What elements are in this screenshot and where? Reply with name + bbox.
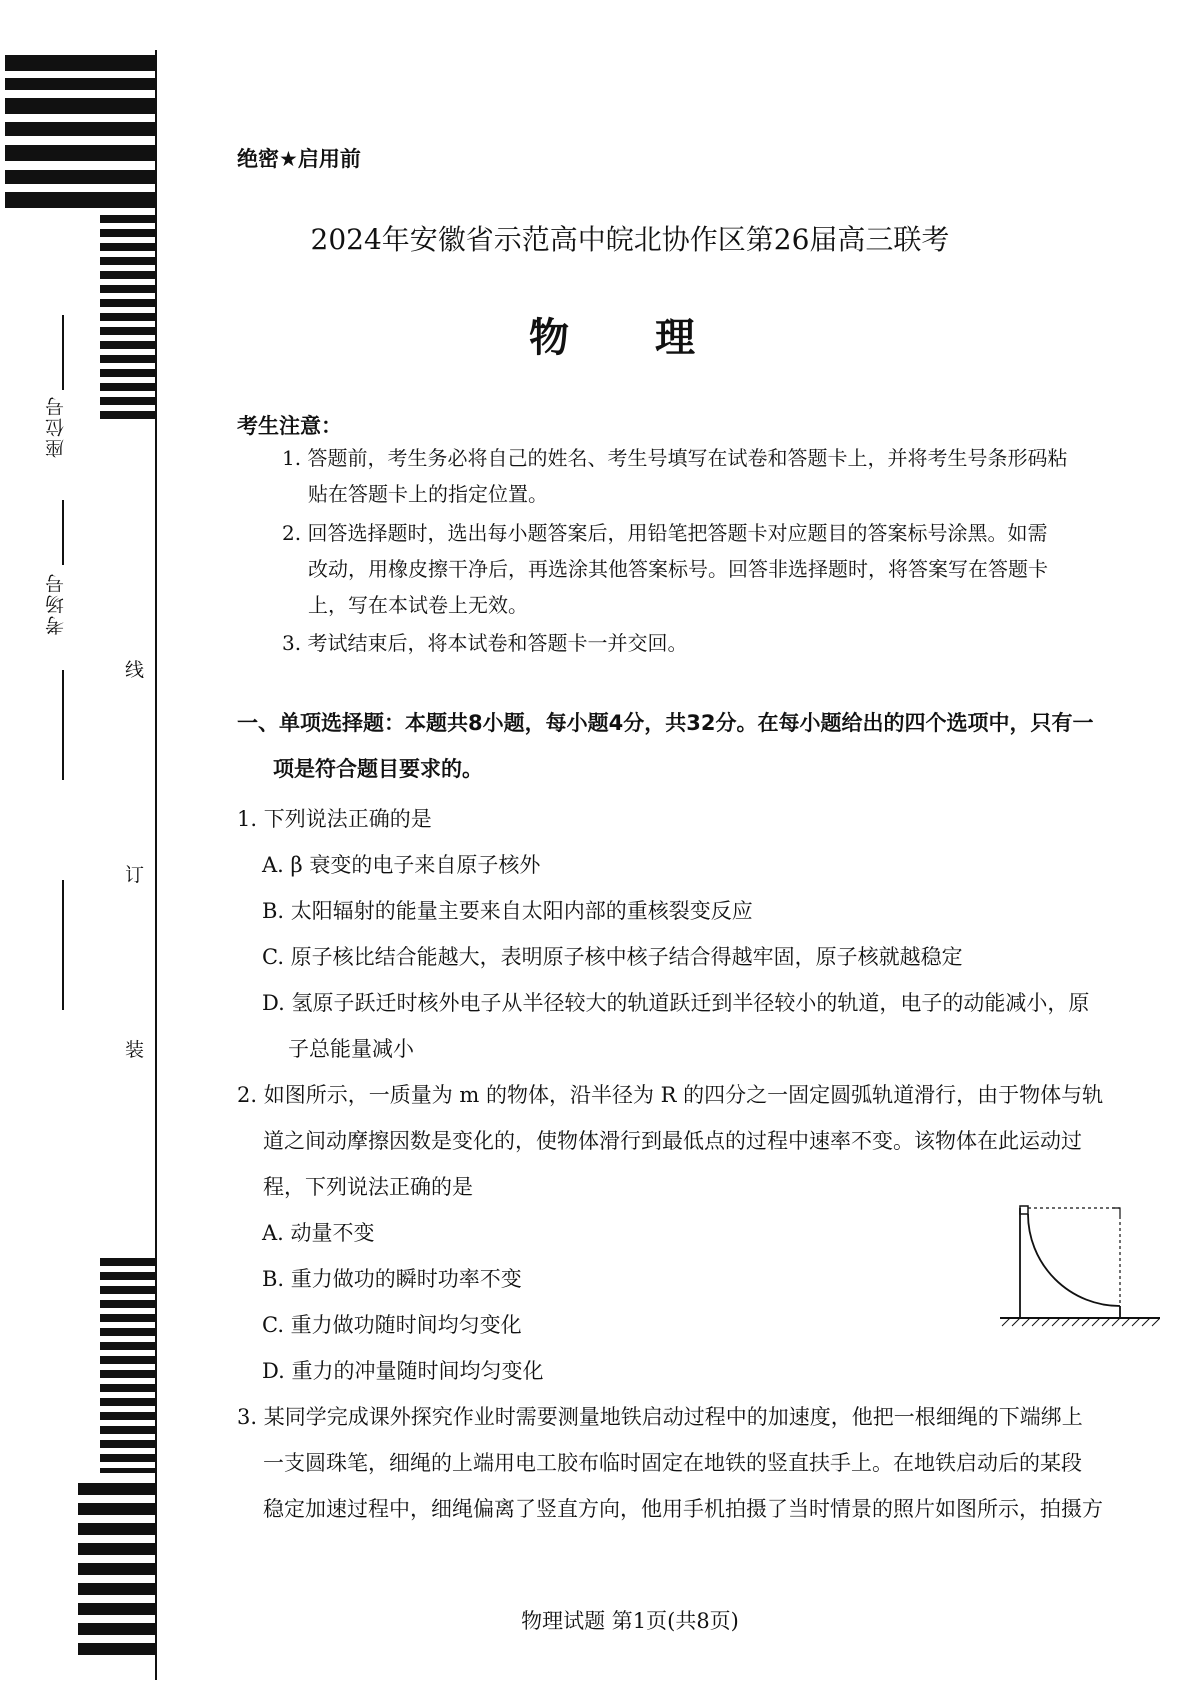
cut-char-ding: 订	[125, 864, 145, 886]
q2-option-c: C. 重力做功随时间均匀变化	[262, 1313, 522, 1337]
q2-option-d: D. 重力的冲量随时间均匀变化	[262, 1359, 544, 1383]
barcode-bar	[5, 122, 155, 136]
barcode-bar	[5, 78, 155, 90]
section-heading	[237, 700, 1162, 792]
notice-item-3	[282, 625, 1162, 661]
section-line: 项是符合题目要求的。	[273, 757, 483, 781]
stem-line: 稳定加速过程中，细绳偏离了竖直方向，他用手机拍摄了当时情景的照片如图所示，拍摄方	[263, 1497, 1103, 1521]
binding-line	[155, 50, 157, 1680]
stem-line: 一支圆珠笔，细绳的上端用电工胶布临时固定在地铁的竖直扶手上。在地铁启动后的某段	[263, 1451, 1082, 1475]
notice-line: 1. 答题前，考生务必将自己的姓名、考生号填写在试卷和答题卡上，并将考生号条形码粘	[282, 446, 1068, 470]
stem-line: 3. 某同学完成课外探究作业时需要测量地铁启动过程中的加速度，他把一根细绳的下端绑上	[237, 1405, 1083, 1429]
seat-label: 座位号	[45, 395, 67, 458]
section-line: 一、单项选择题：本题共8小题，每小题4分，共32分。在每小题给出的四个选项中，只有一	[237, 711, 1094, 735]
q2-option-a: A. 动量不变	[262, 1221, 375, 1245]
question-3-stem	[237, 1394, 1162, 1532]
barcode-bottom	[78, 1483, 155, 1663]
notice-item-2	[282, 515, 1162, 623]
field-line	[62, 880, 64, 1010]
notice-title: 考生注意：	[237, 414, 342, 438]
notice-line: 贴在答题卡上的指定位置。	[308, 482, 548, 506]
barcode-bar	[5, 192, 155, 208]
q1-option-a: A. β 衰变的电子来自原子核外	[262, 853, 541, 877]
option-line: D. 氢原子跃迁时核外电子从半径较大的轨道跃迁到半径较小的轨道，电子的动能减小，原	[262, 991, 1090, 1015]
notice-item-1	[282, 440, 1162, 512]
room-field-line	[62, 500, 64, 565]
stem-line: 程，下列说法正确的是	[263, 1175, 473, 1199]
cut-char-zhuang: 装	[125, 1039, 145, 1061]
notice-line: 改动，用橡皮擦干净后，再选涂其他答案标号。回答非选择题时，将答案写在答题卡	[308, 557, 1048, 581]
barcode-bar	[5, 98, 155, 114]
quarter-arc-track-figure	[1000, 1200, 1160, 1330]
field-line	[62, 670, 64, 780]
tick-column	[100, 1258, 155, 1473]
secret-label: 绝密★启用前	[237, 147, 361, 171]
notice-line: 2. 回答选择题时，选出每小题答案后，用铅笔把答题卡对应题目的答案标号涂黑。如需	[282, 521, 1048, 545]
question-1-stem: 1. 下列说法正确的是	[237, 807, 432, 831]
exam-title: 2024年安徽省示范高中皖北协作区第26届高三联考	[310, 223, 950, 256]
barcode-bar	[5, 145, 155, 161]
q1-option-c: C. 原子核比结合能越大，表明原子核中核子结合得越牢固，原子核就越稳定	[262, 945, 963, 969]
notice-line: 上，写在本试卷上无效。	[308, 593, 528, 617]
subject-title: 物 理	[529, 315, 731, 361]
page-footer: 物理试题 第1页(共8页)	[521, 1609, 739, 1633]
question-2-stem	[237, 1072, 1162, 1210]
q1-option-d	[262, 980, 1162, 1072]
cut-char-line: 线	[125, 659, 145, 681]
notice-line: 3. 考试结束后，将本试卷和答题卡一并交回。	[282, 631, 688, 655]
barcode-bar	[5, 170, 155, 184]
option-line: 子总能量减小	[288, 1037, 414, 1061]
q1-option-b: B. 太阳辐射的能量主要来自太阳内部的重核裂变反应	[262, 899, 753, 923]
barcode-bar	[5, 55, 155, 71]
stem-line: 2. 如图所示，一质量为 m 的物体，沿半径为 R 的四分之一固定圆弧轨道滑行，由于物体与轨	[237, 1083, 1104, 1107]
room-label: 考场号	[45, 572, 67, 635]
stem-line: 道之间动摩擦因数是变化的，使物体滑行到最低点的过程中速率不变。该物体在此运动过	[263, 1129, 1082, 1153]
q2-option-b: B. 重力做功的瞬时功率不变	[262, 1267, 522, 1291]
